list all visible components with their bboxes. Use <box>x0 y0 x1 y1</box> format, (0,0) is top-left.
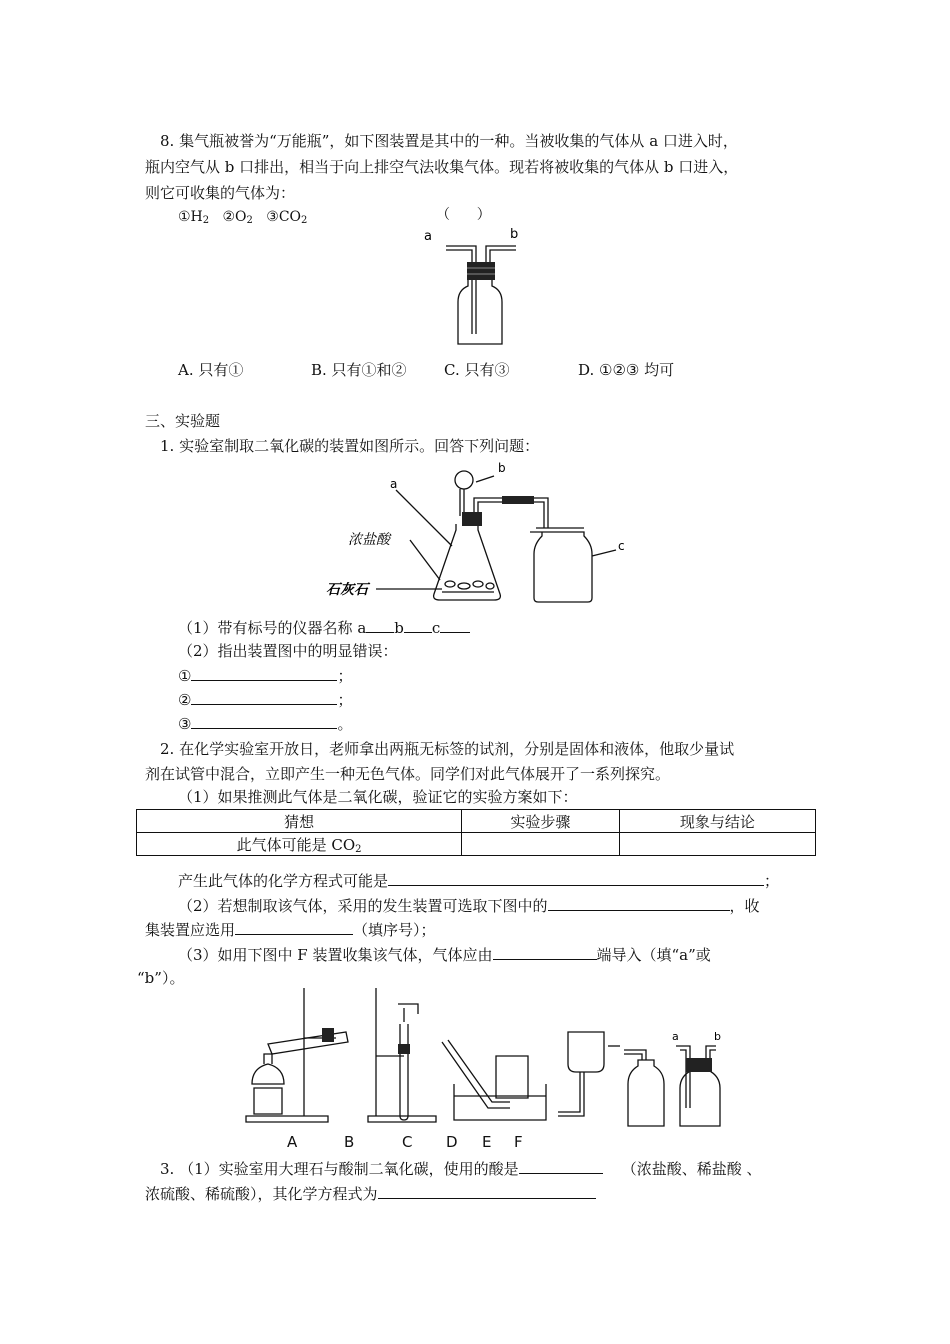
q3-line1: 3. （1）实验室用大理石与酸制二氧化碳，使用的酸是 （浓盐酸、稀盐酸 、 <box>160 1160 762 1178</box>
q8-option-b: B. 只有①和② <box>311 361 407 379</box>
td-steps[interactable] <box>462 833 620 856</box>
q2-part3-line2: “b”）。 <box>137 969 185 987</box>
blank-error-3[interactable] <box>191 713 337 729</box>
gas-o2: $②O_2$ <box>222 209 253 226</box>
q1-part2: （2）指出装置图中的明显错误： <box>178 642 398 660</box>
fig-label-D: D <box>446 1133 458 1151</box>
fig-label-b: b <box>510 227 519 242</box>
blank-a[interactable] <box>366 617 394 633</box>
q8-line3: 则它可收集的气体为： <box>145 184 296 202</box>
fig-label-a: a <box>390 477 398 491</box>
q8-gas-items <box>178 207 307 231</box>
q2-line2: 剂在试管中混合，立即产生一种无色气体。同学们对此气体展开了一系列探究。 <box>145 765 671 783</box>
blank-q3-equation[interactable] <box>378 1183 596 1199</box>
q8-option-c: C. 只有③ <box>444 361 510 379</box>
gas-co2: $③CO_2$ <box>266 209 308 226</box>
blank-b[interactable] <box>404 617 432 633</box>
th-hypothesis: 猜想 <box>137 810 462 833</box>
q1-stem: 1. 实验室制取二氧化碳的装置如图所示。回答下列问题： <box>160 437 540 455</box>
q2-part2-line1: （2）若想制取该气体，采用的发生装置可选取下图中的 ，收 <box>178 897 760 915</box>
co2-apparatus-figure <box>322 458 642 608</box>
table-row <box>137 833 816 856</box>
fig-f-label-a: a <box>672 1030 679 1043</box>
blank-collector[interactable] <box>235 919 353 935</box>
blank-c[interactable] <box>440 617 470 633</box>
fig-label-C: C <box>402 1133 413 1151</box>
q2-part3-line1: （3）如用下图中 F 装置收集该气体，气体应由 端导入（填“a”或 <box>178 946 711 964</box>
td-conclusion[interactable] <box>619 833 815 856</box>
blank-error-1[interactable] <box>191 665 337 681</box>
table-header-row <box>137 810 816 833</box>
q2-line1: 2. 在化学实验室开放日，老师拿出两瓶无标签的试剂，分别是固体和液体，他取少量试 <box>160 740 735 758</box>
q2-part1: （1）如果推测此气体是二氧化碳，验证它的实验方案如下： <box>178 788 578 806</box>
gas-collecting-bottle-figure <box>420 224 540 350</box>
apparatus-options-figure <box>228 984 728 1128</box>
q2-equation-line: 产生此气体的化学方程式可能是 ； <box>178 872 780 890</box>
fig-label-a: a <box>424 229 432 244</box>
q8-line2: 瓶内空气从 b 口排出，相当于向上排空气法收集气体。现若将被收集的气体从 b 口进入， <box>145 158 739 176</box>
q2-part2-line2: 集装置应选用 （填序号）； <box>145 921 436 939</box>
fig-label-E: E <box>482 1133 492 1151</box>
th-conclusion: 现象与结论 <box>619 810 815 833</box>
td-hypothesis: 此气体可能是 $CO_2$ <box>137 833 462 856</box>
fig-label-A: A <box>287 1133 298 1151</box>
gas-h2: $①H_2$ <box>178 209 210 226</box>
blank-inlet[interactable] <box>493 944 597 960</box>
th-steps: 实验步骤 <box>462 810 620 833</box>
error-line-1: ① ； <box>178 667 353 685</box>
answer-paren: （ ） <box>436 207 491 223</box>
error-line-3: ③ 。 <box>178 715 353 733</box>
error-line-2: ② ； <box>178 691 353 709</box>
fig-label-F: F <box>514 1133 523 1151</box>
blank-equation[interactable] <box>388 870 764 886</box>
q8-option-d: D. ①②③ 均可 <box>578 361 675 379</box>
fig-label-stone: 石灰石 <box>326 582 368 598</box>
fig-label-c: c <box>618 539 625 553</box>
fig-f-label-b: b <box>714 1030 721 1043</box>
section-title: 三、实验题 <box>145 412 221 430</box>
q8-line1: 8. 集气瓶被誉为“万能瓶”，如下图装置是其中的一种。当被收集的气体从 a 口进入时， <box>160 132 738 150</box>
experiment-table <box>136 809 816 856</box>
fig-label-B: B <box>344 1133 355 1151</box>
fig-label-b: b <box>498 461 506 475</box>
q8-option-a: A. 只有① <box>178 361 244 379</box>
fig-label-acid: 浓盐酸 <box>348 532 390 548</box>
blank-generator[interactable] <box>548 895 730 911</box>
blank-acid[interactable] <box>519 1158 603 1174</box>
blank-error-2[interactable] <box>191 689 337 705</box>
q3-line2: 浓硫酸、稀硫酸），其化学方程式为 <box>145 1183 596 1204</box>
q1-part1: （1）带有标号的仪器名称 a b c <box>178 617 470 638</box>
